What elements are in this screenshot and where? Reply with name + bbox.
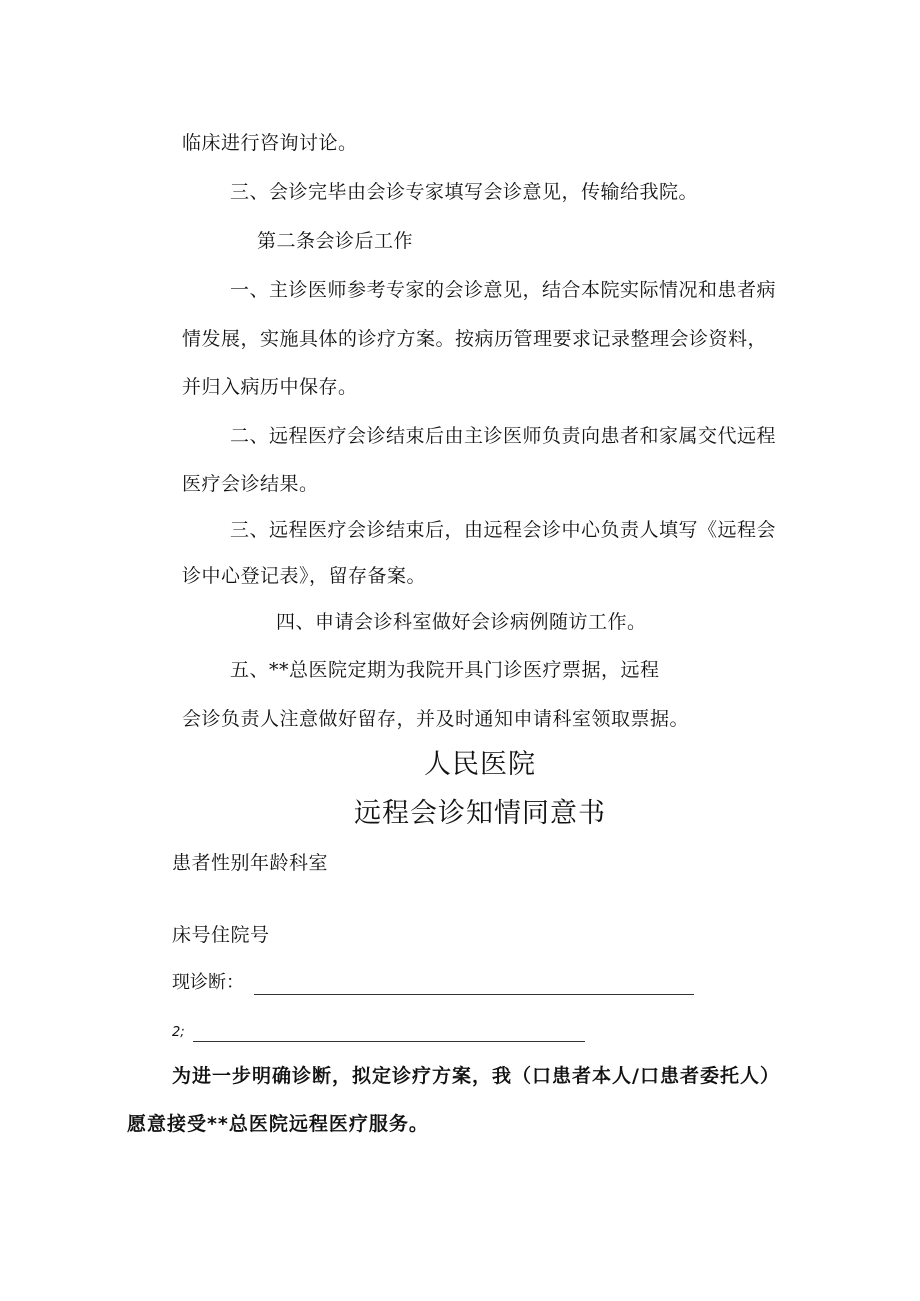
paragraph-line: 二、远程医疗会诊结束后由主诊医师负责向患者和家属交代远程 [230,425,777,447]
paragraph-line: 情发展，实施具体的诊疗方案。按病历管理要求记录整理会诊资料， [182,328,768,350]
diagnosis-item2-row [172,1024,585,1042]
paragraph-line: 诊中心登记表》，留存备案。 [182,565,427,587]
paragraph-line: 五、**总医院定期为我院开具门诊医疗票据，远程 [230,659,660,681]
paragraph-line: 临床进行咨询讨论。 [182,132,358,154]
paragraph-line: 一、主诊医师参考专家的会诊意见，结合本院实际情况和患者病 [230,279,777,301]
article-title: 第二条会诊后工作 [257,230,414,252]
patient-info-fields: 患者性别年龄科室 [172,852,329,874]
paragraph-line: 四、申请会诊科室做好会诊病例随访工作。 [276,611,647,633]
paragraph-line: 三、远程医疗会诊结束后，由远程会诊中心负责人填写《远程会 [230,519,777,541]
bed-info-fields: 床号住院号 [172,924,270,946]
paragraph-line: 会诊负责人注意做好留存，并及时通知申请科室领取票据。 [182,708,690,730]
diagnosis-row [172,971,694,995]
consent-statement-line: 愿意接受**总医院远程医疗服务。 [127,1113,429,1135]
hospital-name: 人民医院 [424,749,536,780]
diagnosis-blank[interactable] [254,976,694,995]
item2-blank[interactable] [193,1027,585,1042]
item2-label: 2; [172,1025,185,1040]
paragraph-line: 医疗会诊结果。 [182,473,319,495]
paragraph-line: 三、会诊完毕由会诊专家填写会诊意见，传输给我院。 [230,181,699,203]
paragraph-line: 并归入病历中保存。 [182,376,358,398]
diagnosis-label: 现诊断： [172,972,244,993]
consent-title: 远程会诊知情同意书 [354,798,606,829]
consent-statement-line: 为进一步明确诊断，拟定诊疗方案，我（口患者本人/口患者委托人） [172,1065,780,1087]
